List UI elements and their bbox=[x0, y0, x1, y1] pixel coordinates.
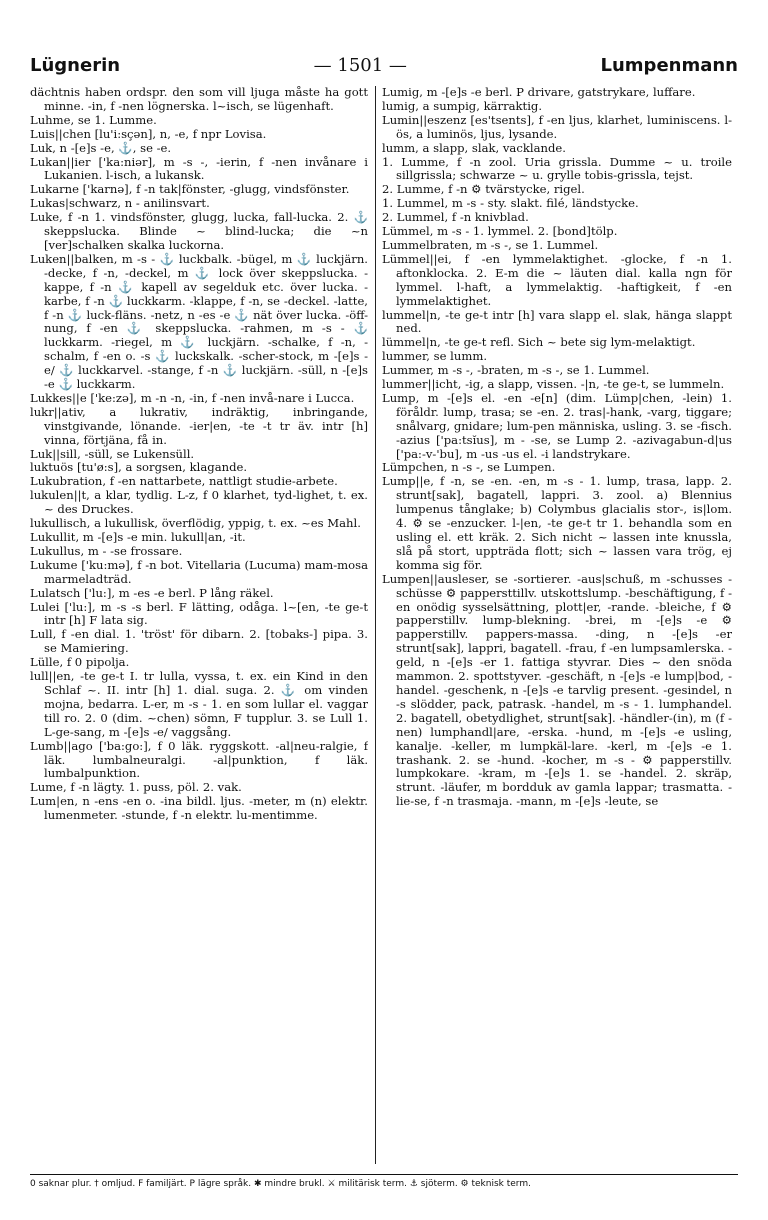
dictionary-entry: Luk||sill, -süll, se Lukensüll. bbox=[30, 446, 195, 461]
right-column bbox=[382, 86, 732, 1166]
dictionary-entry: Lukas|schwarz, n - anilinsvart. bbox=[30, 196, 210, 211]
column-divider bbox=[375, 86, 376, 1164]
dictionary-entry: Lukan||ier ['ka:niər], m -s -, -ierin, f -nen invånare i Lukanien. l-isch, a lukansk. bbox=[30, 154, 368, 183]
dictionary-entry: 1. Lumme, f -n zool. Uria grissla. Dumme ~ u. troile sillgrissla; schwarze ~ u. grylle tobis-grissla, tejst. bbox=[382, 154, 732, 183]
dictionary-entry: Lukume ['ku:mə], f -n bot. Vitellaria (Lucuma) mam-mosa marmeladträd. bbox=[30, 557, 368, 586]
dictionary-entry: Luis||chen [lu'i:sçən], n, -e, f npr Lovisa. bbox=[30, 126, 267, 141]
right-headword: Lumpenmann bbox=[600, 54, 738, 76]
dictionary-entry: Lulei ['lu:], m -s -s berl. F lätting, odåga. l~[en, -te ge-t intr [h] F lata sig. bbox=[30, 599, 368, 628]
dictionary-entry: lümmel|n, -te ge-t refl. Sich ~ bete sig lym-melaktigt. bbox=[382, 335, 696, 350]
dictionary-entry: Luhme, se 1. Lumme. bbox=[30, 112, 157, 127]
dictionary-entry: lukulen||t, a klar, tydlig. L-z, f 0 klarhet, tyd-lighet, t. ex. ~ des Druckes. bbox=[30, 488, 368, 517]
dictionary-entry: Lümpchen, n -s -, se Lumpen. bbox=[382, 460, 556, 475]
dictionary-entry: lummer||icht, -ig, a slapp, vissen. -|n, -te ge-t, se lummeln. bbox=[382, 377, 725, 392]
dictionary-entry: Lume, f -n lägty. 1. puss, pöl. 2. vak. bbox=[30, 780, 242, 795]
dictionary-entry: Luke, f -n 1. vindsfönster, glugg, lucka, fall-lucka. 2. ⚓ skeppslucka. Blinde ~ blind-lucka; die ~n [ver]schalken skalka luckorna. bbox=[30, 210, 368, 252]
dictionary-entry: Lulatsch ['lu:], m -es -e berl. P lång räkel. bbox=[30, 585, 274, 600]
dictionary-entry: Lukubration, f -en nattarbete, nattligt studie-arbete. bbox=[30, 474, 338, 489]
dictionary-entry: lukr||ativ, a lukrativ, indräktig, inbringande, vinstgivande, lönande. -ier|en, -te -t tr äv. intr [h] vinna, förtjäna, få in. bbox=[30, 404, 368, 447]
dictionary-entry: lumm, a slapp, slak, vacklande. bbox=[382, 140, 566, 155]
dictionary-entry: Lump, m -[e]s el. -en -e[n] (dim. Lümp|chen, -lein) 1. föråldr. lump, trasa; se -en. 2. tras|-hank, -varg, tiggare; snålvarg, gnidare; lum-pen människa, usling. 3. se -fisch. -azius ['pa:tsĭus], m - -se, se Lump 2. -azivagabun-d|us ['pa:-v-'bu], m -us -us el. -i landstrykare. bbox=[382, 390, 732, 461]
dictionary-entry: Lum|en, n -ens -en o. -ina bildl. ljus. -meter, m (n) elektr. lumenmeter. -stunde, f -n elektr. lu-mentimme. bbox=[30, 794, 368, 823]
dictionary-entry: 1. Lummel, m -s - sty. slakt. filé, ländstycke. bbox=[382, 196, 639, 211]
page-number: — 1501 — bbox=[313, 54, 407, 76]
dictionary-entry: lukullisch, a lukullisk, överflödig, yppig, t. ex. ~es Mahl. bbox=[30, 516, 361, 531]
dictionary-entry: Lummelbraten, m -s -, se 1. Lummel. bbox=[382, 237, 599, 252]
dictionary-entry: dächtnis haben ordspr. den som vill ljuga måste ha gott minne. -in, f -nen lögnerska. l~isch, se lügenhaft. bbox=[30, 86, 368, 113]
dictionary-entry: Lukullit, m -[e]s -e min. lukull|an, -it. bbox=[30, 530, 246, 544]
dictionary-entry: Lull, f -en dial. 1. 'tröst' för dibarn. 2. [tobaks-] pipa. 3. se Mamiering. bbox=[30, 627, 368, 656]
dictionary-entry: lummer, se lumm. bbox=[382, 349, 488, 364]
dictionary-entry: 2. Lummel, f -n knivblad. bbox=[382, 210, 529, 225]
dictionary-entry: Lumb||ago ['ba:go:], f 0 läk. ryggskott. -al|neu-ralgie, f läk. lumbalneuralgi. -al|punktion, f läk. lumbalpunktion. bbox=[30, 738, 368, 781]
dictionary-entry: luktuös [tu'ø:s], a sorgsen, klagande. bbox=[30, 460, 248, 475]
dictionary-entry: 2. Lumme, f -n ⚙ tvärstycke, rigel. bbox=[382, 182, 585, 197]
dictionary-entry: lumig, a sumpig, kärraktig. bbox=[382, 98, 543, 113]
left-headword: Lügnerin bbox=[30, 54, 121, 76]
dictionary-entry: Lukullus, m - -se frossare. bbox=[30, 543, 183, 558]
dictionary-entry: Lummer, m -s -, -braten, m -s -, se 1. Lummel. bbox=[382, 363, 650, 378]
dictionary-entry: Lülle, f 0 pipolja. bbox=[30, 655, 130, 670]
dictionary-entry: Lump||e, f -n, se -en. -en, m -s - 1. lump, trasa, lapp. 2. strunt[sak], bagatell, lappri. 3. zool. a) Blennius lumpenus tånglake; b) Colymbus glacialis stor-, is|lom. 4. ⚙ se -enzucker. l-|en, -te ge-t tr 1. behandla som en usling el. ett kräk. 2. Sich nicht ~ lassen inte knussla, slå på stort, uppträda flott; sich ~ lassen vara trög, ej komma sig för. bbox=[382, 474, 732, 572]
dictionary-entry: Lumig, m -[e]s -e berl. P drivare, gatstrykare, luffare. bbox=[382, 86, 696, 99]
dictionary-entry: Lukarne ['karnə], f -n tak|fönster, -glugg, vindsfönster. bbox=[30, 182, 350, 197]
page-header bbox=[30, 48, 738, 82]
left-column bbox=[30, 86, 368, 1166]
abbreviation-legend: 0 saknar plur. † omljud. F familjärt. P lägre språk. ✱ mindre brukl. ⚔ militärisk term. ⚓ sjöterm. ⚙ teknisk term. bbox=[30, 1174, 738, 1189]
dictionary-entry: Lümmel||ei, f -en lymmelaktighet. -glocke, f -n 1. aftonklocka. 2. E-m die ~ läuten dial. kalla ngn för lymmel. l-haft, a lymmelaktig. -haftigkeit, f -en lymmelaktighet. bbox=[382, 251, 732, 308]
dictionary-entry: Lümmel, m -s - 1. lymmel. 2. [bond]tölp. bbox=[382, 224, 618, 239]
dictionary-entry: Lumpen||ausleser, se -sortierer. -aus|schuß, m -schusses -schüsse ⚙ pappersttillv. utskottslump. -beschäftigung, f -en onödig sysselsättning, plott|er, -rande. -bleiche, f ⚙ papperstillv. lump-blekning. -brei, m -[e]s -e ⚙ papperstillv. pappers-massa. -ding, n -[e]s -er strunt[sak], lappri, bagatell. -frau, f -en lumpsamlerska. -geld, n -[e]s -er 1. fattiga styvrar. Dies ~ den snöda mammon. 2. spottstyver. -geschäft, n -[e]s -e lump|bod, -handel. -geschenk, n -[e]s -e tarvlig present. -gesindel, n -s slödder, pack, patrask. -handel, m -s - 1. lumphandel. 2. bagatell, obetydlighet, strunt[sak]. -händler-(in), m (f -nen) lumphandl|are, -erska. -hund, m -[e]s -e usling, kanalje. -keller, m lumpkäl-lare. -kerl, m -[e]s -e 1. trashank. 2. se -hund. -kocher, m -s - ⚙ papperstillv. lumpkokare. -kram, m -[e]s 1. se -handel. 2. skräp, strunt. -läufer, m bordduk av gamla lappar; trasmatta. -lie-se, f -n trasmaja. -mann, m -[e]s -leute, se bbox=[382, 571, 732, 809]
dictionary-entry: lull||en, -te ge-t I. tr lulla, vyssa, t. ex. ein Kind in den Schlaf ~. II. intr [h] 1. dial. suga. 2. ⚓ om vinden mojna, bedarra. L-er, m -s - 1. en som lullar el. vaggar till ro. 2. 0 (dim. ~chen) sömn, F tupplur. 3. se Lull 1. L-ge-sang, m -[e]s -e/ vaggsång. bbox=[30, 669, 368, 739]
dictionary-entry: Luk, n -[e]s -e, ⚓, se -e. bbox=[30, 140, 172, 155]
dictionary-entry: lummel|n, -te ge-t intr [h] vara slapp el. slak, hänga slappt ned. bbox=[382, 307, 732, 336]
dictionary-entry: Luken||balken, m -s - ⚓ luckbalk. -bügel, m ⚓ luckjärn. -decke, f -n, -deckel, m ⚓ lock över skeppslucka. -kappe, f -n ⚓ kapell av segelduk etc. över lucka. -karbe, f -n ⚓ luckkarm. -klappe, f -n, se -deckel. -latte, f -n ⚓ luck-fläns. -netz, n -es -e ⚓ nät över lucka. -öff-nung, f -en ⚓ skeppslucka. -rahmen, m -s - ⚓ luckkarm. -riegel, m ⚓ luckjärn. -schalke, f -n, -schalm, f -en o. -s ⚓ luckskalk. -scher-stock, m -[e]s -e/ ⚓ luckkarvel. -stange, f -n ⚓ luckjärn. -süll, n -[e]s -e ⚓ luckkarm. bbox=[30, 251, 368, 392]
dictionary-entry: Lukkes||e ['ke:zə], m -n -n, -in, f -nen invå-nare i Lucca. bbox=[30, 390, 355, 405]
dictionary-entry: Lumin||eszenz [es'tsents], f -en ljus, klarhet, luminiscens. l-ös, a luminös, ljus, lysande. bbox=[382, 112, 732, 141]
